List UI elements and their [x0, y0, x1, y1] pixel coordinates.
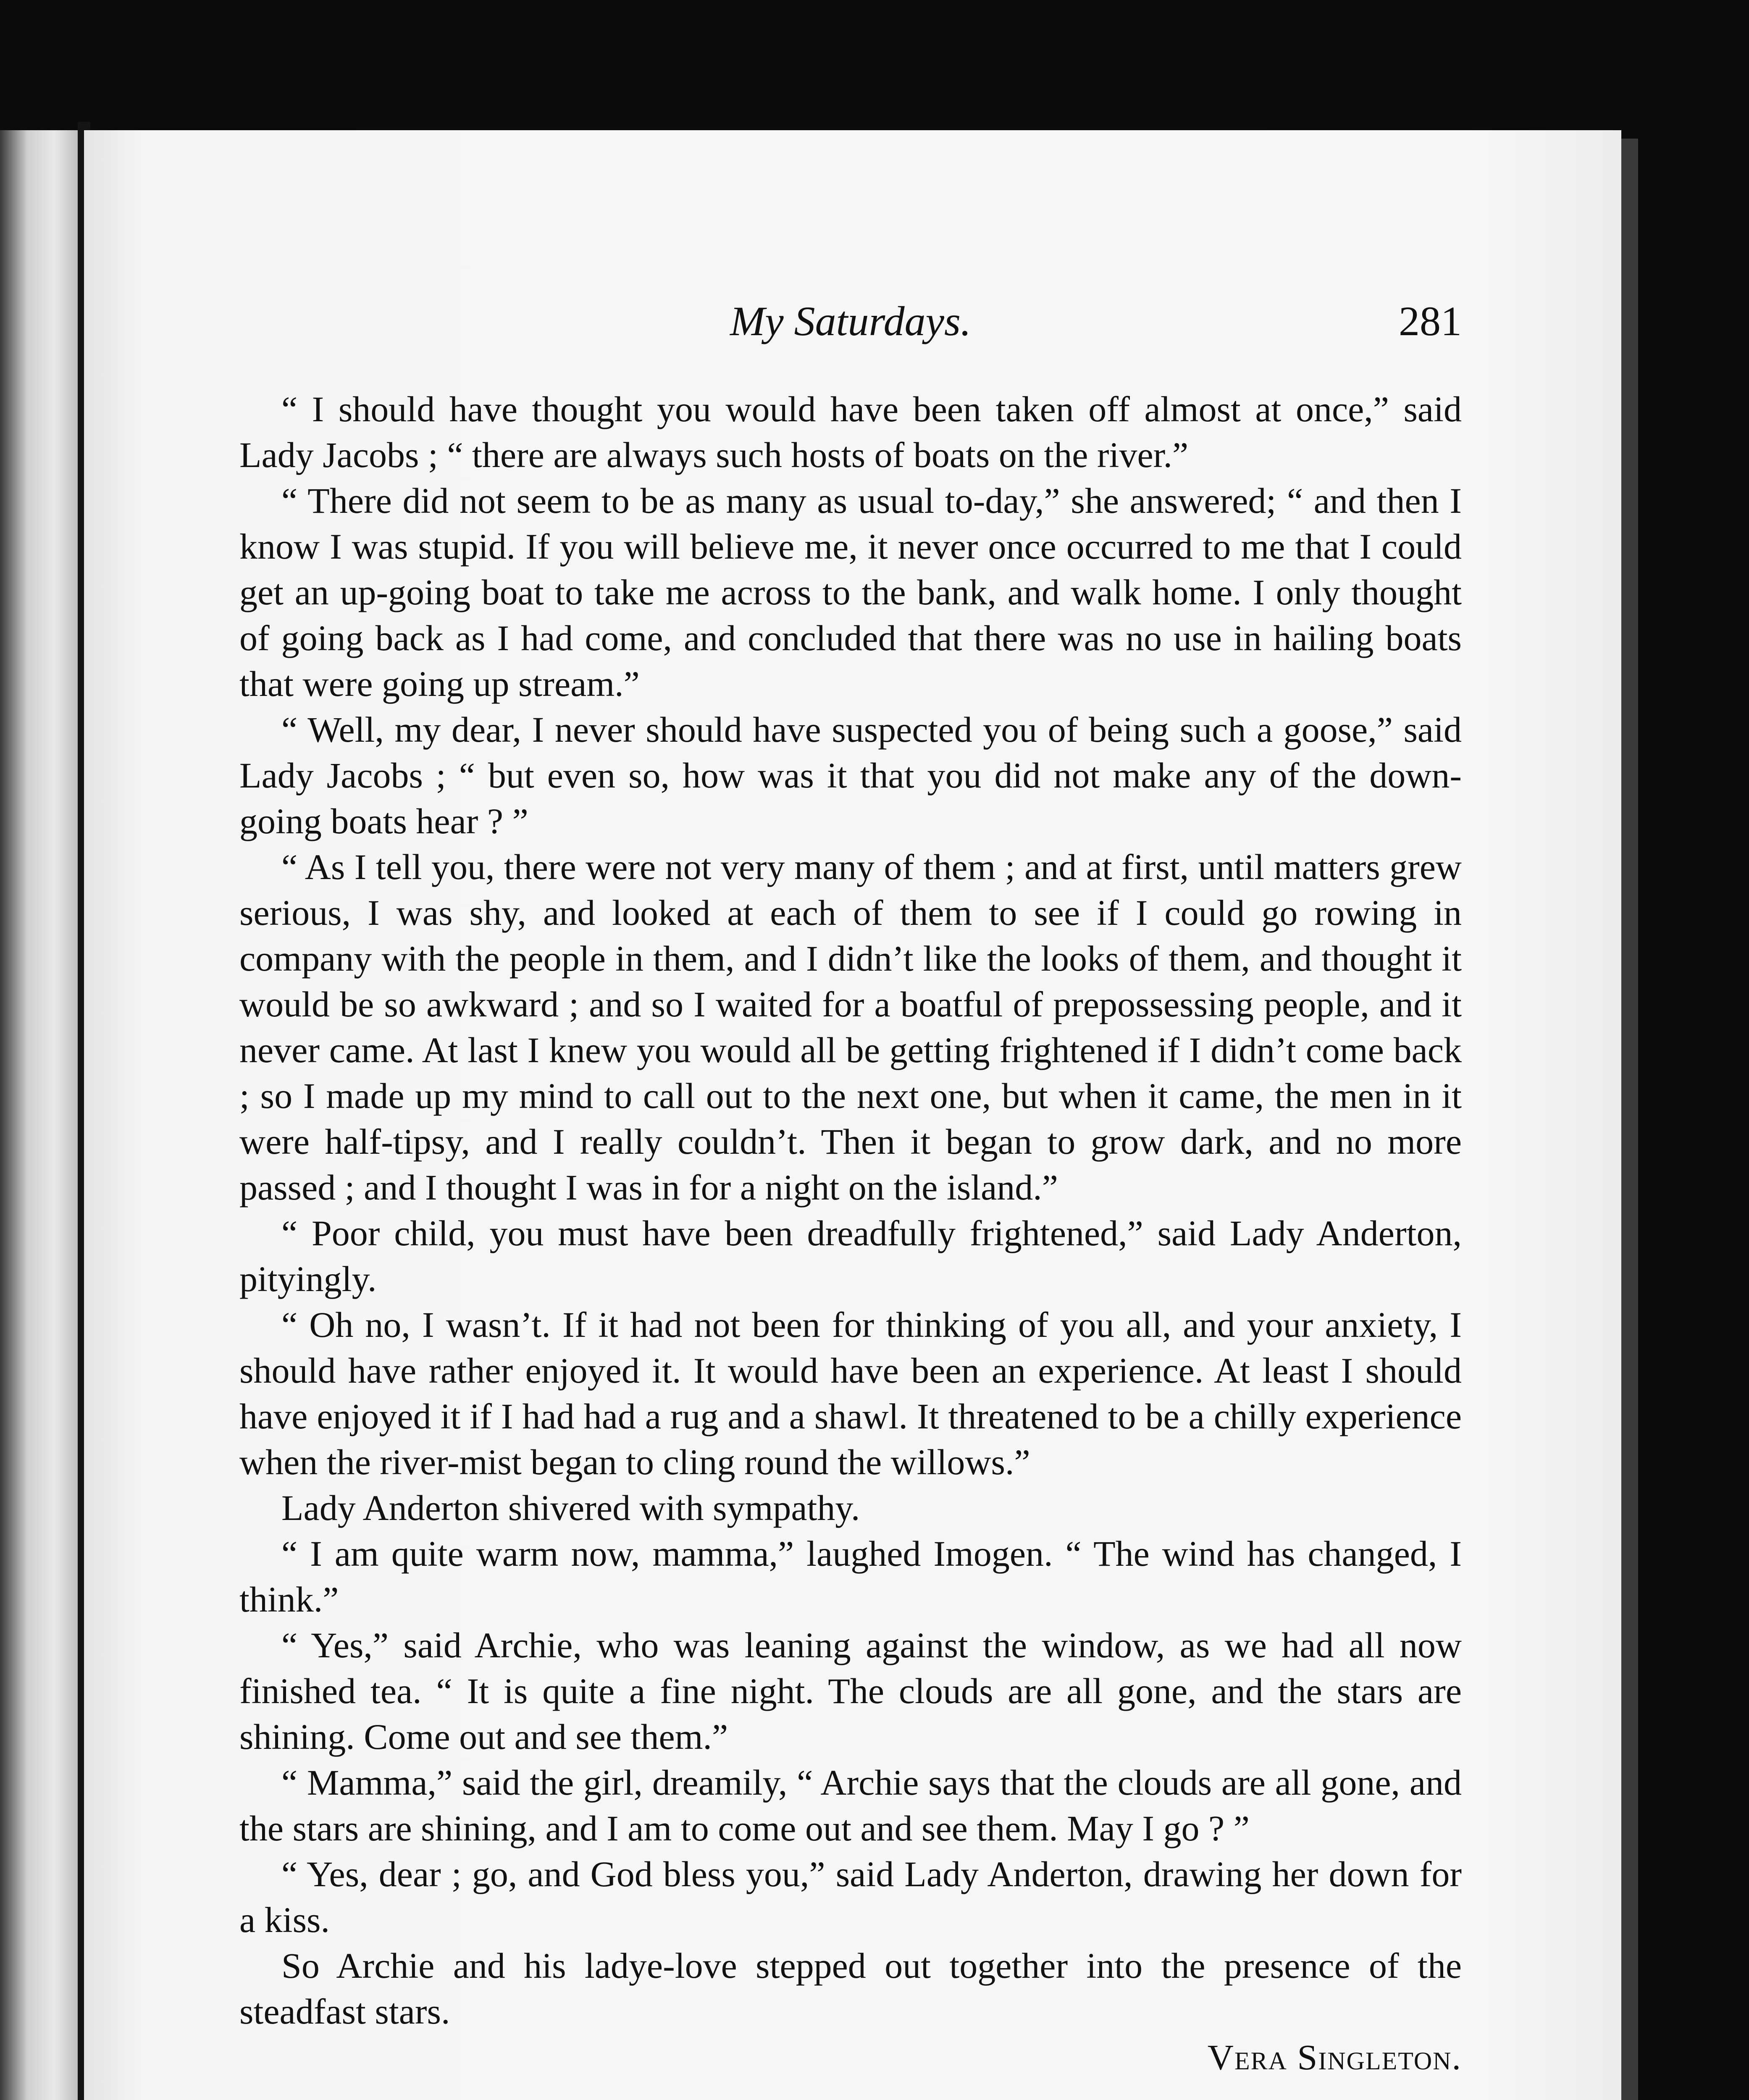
paragraph: “ Poor child, you must have been dreadfully frightened,” said Lady Anderton, pityingly. [239, 1213, 1462, 1299]
running-head: My Saturdays. [730, 298, 971, 344]
page-number: 281 [1399, 298, 1462, 344]
paragraph: “ Mamma,” said the girl, dreamily, “ Archie says that the clouds are all gone, and the stars are shining, and I am to come out and see them. May I go ? ” [239, 1762, 1462, 1848]
paragraph: Lady Anderton shivered with sympathy. [281, 1488, 860, 1528]
paragraph: “ I should have thought you would have been taken off almost at once,” said Lady Jacobs ; “ there are always such hosts of boats on the river.” [239, 389, 1462, 475]
paragraph: “ I am quite warm now, mamma,” laughed Imogen. “ The wind has changed, I think.” [239, 1533, 1462, 1620]
paragraph: “ Yes, dear ; go, and God bless you,” said Lady Anderton, drawing her down for a kiss. [239, 1854, 1462, 1940]
paragraph: “ Well, my dear, I never should have suspected you of being such a goose,” said Lady Jacobs ; “ but even so, how was it that you did not make any of the down-going boats hear ? ” [239, 709, 1462, 841]
body-text [239, 386, 1462, 2080]
paragraph: “ There did not seem to be as many as usual to-day,” she answered; “ and then I know I was stupid. If you will believe me, it never once occurred to me that I could get an up-going boat to take me across to the bank, and walk home. I only thought of going back as I had come, and concluded that there was no use in hailing boats that were going up stream.” [239, 480, 1462, 704]
paragraph: “ Yes,” said Archie, who was leaning against the window, as we had all now finished tea. “ It is quite a fine night. The clouds are all gone, and the stars are shining. Come out and see them.” [239, 1625, 1462, 1757]
page-right-edge [1621, 139, 1638, 2100]
facing-page-edge [0, 130, 78, 2100]
page-header [239, 294, 1462, 349]
paragraph: “ As I tell you, there were not very many of them ; and at first, until matters grew serious, I was shy, and looked at each of them to see if I could go rowing in company with the people in them, and I didn’t like the looks of them, and thought it would be so awkward ; and so I waited for a boatful of prepossessing people, and it never came. At last I knew you would all be getting frightened if I didn’t come back ; so I made up my mind to call out to the next one, but when it came, the men in it were half-tipsy, and I really couldn’t. Then it began to grow dark, and no more passed ; and I thought I was in for a night on the island.” [239, 847, 1462, 1208]
author-signature: Vera Singleton. [1207, 2037, 1462, 2077]
paragraph: “ Oh no, I wasn’t. If it had not been for thinking of you all, and your anxiety, I should have rather enjoyed it. It would have been an experience. At least I should have enjoyed it if I had had a rug and a shawl. It threatened to be a chilly experience when the river-mist began to cling round the willows.” [239, 1305, 1462, 1482]
paragraph: So Archie and his ladye-love stepped out together into the presence of the steadfast stars. [239, 1945, 1462, 2032]
